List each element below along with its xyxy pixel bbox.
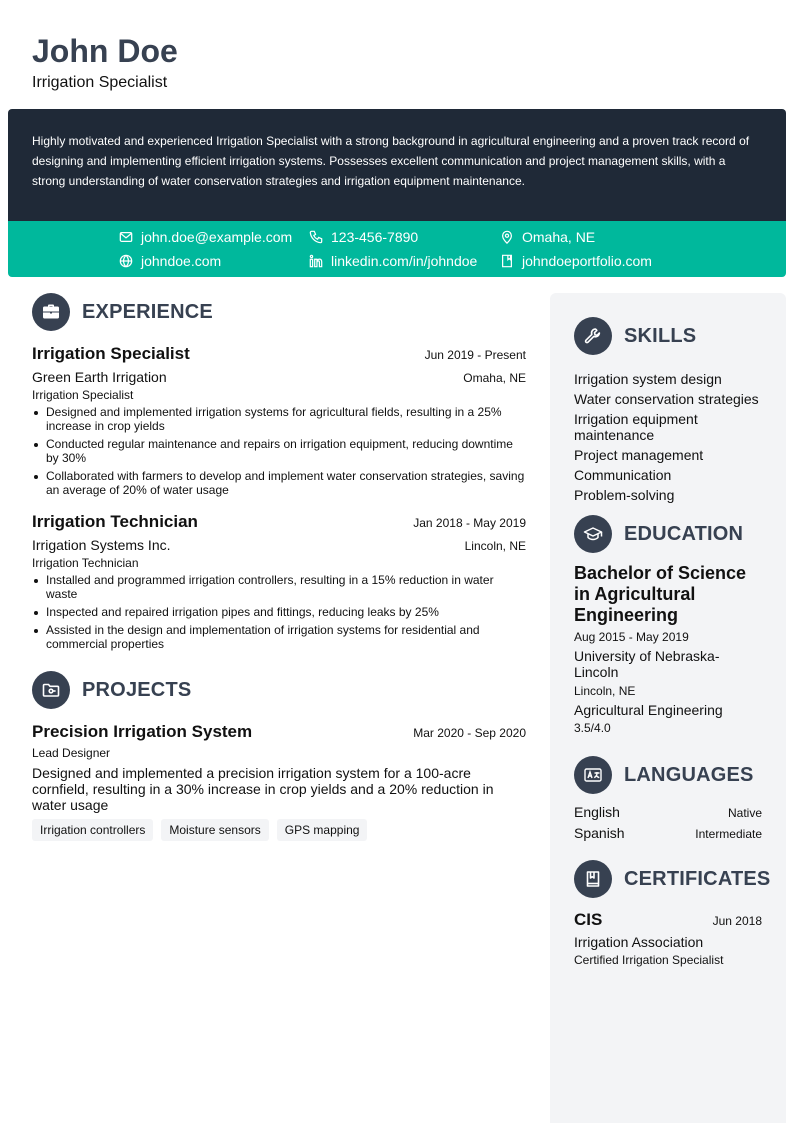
skills-list: [574, 371, 762, 503]
job-bullet: Conducted regular maintenance and repairs on irrigation equipment, reducing downtime by 30%: [32, 437, 526, 465]
education-header: [574, 515, 762, 553]
language-name: English: [574, 804, 620, 820]
location-text: Omaha, NE: [522, 229, 596, 245]
resume-header: [32, 32, 178, 92]
education-degree: Bachelor of Science in Agricultural Engineering: [574, 563, 747, 625]
translate-icon: [574, 756, 612, 794]
job-date: Jun 2019 - Present: [424, 348, 526, 362]
job-title: Irrigation Technician: [32, 512, 198, 531]
skill-item: Project management: [574, 447, 704, 463]
project-entry: [32, 721, 526, 841]
email-text: john.doe@example.com: [141, 229, 293, 245]
job-role: Irrigation Technician: [32, 556, 139, 570]
skill-item: Communication: [574, 467, 672, 483]
mail-icon: [119, 230, 133, 244]
projects-header: [32, 671, 526, 709]
candidate-role: Irrigation Specialist: [32, 74, 168, 91]
website-text: johndoe.com: [141, 253, 222, 269]
project-tag: Irrigation controllers: [32, 819, 153, 841]
language-row: [574, 825, 762, 842]
skills-title: SKILLS: [624, 324, 697, 347]
phone-icon: [309, 230, 323, 244]
candidate-name: John Doe: [32, 33, 178, 69]
job-bullet: Collaborated with farmers to develop and implement water conservation strategies, saving an average of 20% of water usage: [32, 469, 526, 497]
education-date: Aug 2015 - May 2019: [574, 630, 689, 644]
main-column: [32, 293, 526, 841]
language-row: [574, 804, 762, 821]
project-title: Precision Irrigation System: [32, 722, 253, 741]
project-role: Lead Designer: [32, 746, 111, 760]
contact-location: [500, 227, 595, 247]
job-entry: [32, 343, 526, 497]
job-bullet: Assisted in the design and implementation of irrigation systems for residential and commercial properties: [32, 623, 526, 651]
job-bullet: Inspected and repaired irrigation pipes and fittings, reducing leaks by 25%: [32, 605, 526, 619]
project-tag: GPS mapping: [277, 819, 368, 841]
job-entry: [32, 511, 526, 651]
job-bullets: [32, 573, 526, 651]
sidebar: [550, 293, 786, 1123]
projects-title: PROJECTS: [82, 678, 192, 701]
certificate-date: Jun 2018: [712, 914, 762, 928]
certificate-issuer: Irrigation Association: [574, 934, 704, 950]
skill-item: Irrigation equipment maintenance: [574, 411, 698, 443]
job-company: Irrigation Systems Inc.: [32, 537, 171, 553]
job-company: Green Earth Irrigation: [32, 369, 167, 385]
portfolio-text: johndoeportfolio.com: [522, 253, 652, 269]
experience-header: [32, 293, 526, 331]
education-school: University of Nebraska-Lincoln: [574, 648, 720, 680]
contact-phone[interactable]: [309, 227, 418, 247]
graduation-cap-icon: [574, 515, 612, 553]
languages-list: [574, 804, 762, 842]
project-date: Mar 2020 - Sep 2020: [413, 726, 526, 740]
briefcase-icon: [32, 293, 70, 331]
project-tags: [32, 819, 526, 841]
job-location: Lincoln, NE: [464, 539, 526, 553]
summary-box: [8, 109, 786, 221]
contact-portfolio[interactable]: [500, 251, 652, 271]
skill-item: Irrigation system design: [574, 371, 722, 387]
wrench-icon: [574, 317, 612, 355]
contact-email[interactable]: [119, 227, 292, 247]
job-bullets: [32, 405, 526, 497]
certificate-book-icon: [574, 860, 612, 898]
education-location: Lincoln, NE: [574, 684, 636, 698]
skill-item: Water conservation strategies: [574, 391, 759, 407]
phone-text: 123-456-7890: [331, 229, 419, 245]
contact-bar: [8, 221, 786, 277]
job-role: Irrigation Specialist: [32, 388, 134, 402]
contact-linkedin[interactable]: [309, 251, 477, 271]
languages-title: LANGUAGES: [624, 763, 754, 786]
project-description: Designed and implemented a precision irrigation system for a 100-acre cornfield, resulting in a 30% increase in crop yields and a 20% reduction in water usage: [32, 765, 494, 813]
project-tag: Moisture sensors: [161, 819, 268, 841]
education-field: Agricultural Engineering: [574, 702, 723, 718]
job-title: Irrigation Specialist: [32, 344, 190, 363]
certificate-description: Certified Irrigation Specialist: [574, 953, 724, 967]
globe-icon: [119, 254, 133, 268]
job-date: Jan 2018 - May 2019: [413, 516, 526, 530]
language-level: Native: [727, 806, 762, 820]
job-bullet: Installed and programmed irrigation controllers, resulting in a 15% reduction in water waste: [32, 573, 526, 601]
job-location: Omaha, NE: [463, 371, 526, 385]
languages-header: [574, 756, 762, 794]
map-pin-icon: [500, 230, 514, 244]
certificates-header: [574, 860, 771, 898]
contact-website[interactable]: [119, 251, 221, 271]
skills-header: [574, 317, 762, 355]
certificate-name: CIS: [574, 910, 603, 929]
linkedin-text: linkedin.com/in/johndoe: [331, 253, 478, 269]
job-bullet: Designed and implemented irrigation systems for agricultural fields, resulting in a 25% increase in crop yields: [32, 405, 526, 433]
education-title: EDUCATION: [624, 522, 744, 545]
linkedin-icon: [309, 254, 323, 268]
language-level: Intermediate: [695, 827, 762, 841]
certificate-row: [574, 910, 762, 930]
education-gpa: 3.5/4.0: [574, 721, 611, 735]
folder-icon: [32, 671, 70, 709]
experience-title: EXPERIENCE: [82, 300, 213, 323]
language-name: Spanish: [574, 825, 625, 841]
skill-item: Problem-solving: [574, 487, 675, 503]
portfolio-icon: [500, 254, 514, 268]
summary-text: Highly motivated and experienced Irrigation Specialist with a strong background in agricultural engineering and a proven track record of designing and implementing efficient irrigation systems. Possesses excellent communication and project management skills, with a strong understanding of water conservation strategies and irrigation equipment maintenance.: [32, 134, 750, 188]
certificates-title: CERTIFICATES: [624, 867, 771, 890]
